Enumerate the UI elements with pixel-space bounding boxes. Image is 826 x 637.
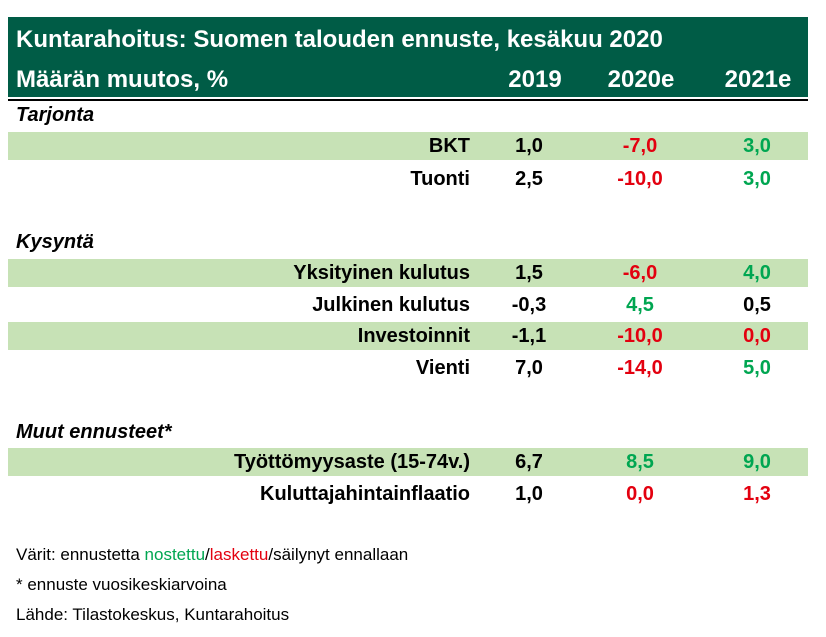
cell-2021e: 0,5 — [743, 294, 771, 316]
color-legend-prefix: Värit: ennustetta — [16, 545, 145, 564]
section-title-tarjonta: Tarjonta — [16, 104, 95, 126]
header-divider — [8, 99, 808, 101]
footnote: * ennuste vuosikeskiarvoina — [16, 575, 227, 594]
row-label: Julkinen kulutus — [312, 294, 470, 316]
cell-2021e: 9,0 — [743, 451, 771, 473]
color-legend-lowered: laskettu — [209, 545, 269, 564]
table-row — [8, 291, 808, 319]
row-label: Tuonti — [410, 168, 470, 190]
table-row — [8, 322, 808, 350]
cell-2021e: 0,0 — [743, 325, 771, 347]
cell-2020e: 8,5 — [626, 451, 654, 473]
row-label: Yksityinen kulutus — [293, 262, 470, 284]
cell-2021e: 5,0 — [743, 357, 771, 379]
cell-2019: 6,7 — [515, 451, 543, 473]
cell-2020e: 4,5 — [626, 294, 654, 316]
column-header-2019: 2019 — [508, 66, 562, 93]
cell-2019: 1,0 — [515, 135, 543, 157]
cell-2020e: -10,0 — [617, 168, 663, 190]
source-note: Lähde: Tilastokeskus, Kuntarahoitus — [16, 605, 290, 624]
cell-2020e: -10,0 — [617, 325, 663, 347]
column-header-2021e: 2021e — [724, 66, 792, 93]
cell-2020e: -14,0 — [617, 357, 663, 379]
cell-2021e: 1,3 — [743, 483, 771, 505]
cell-2019: 2,5 — [515, 168, 543, 190]
cell-2021e: 4,0 — [743, 262, 771, 284]
table-row — [8, 480, 808, 508]
row-label: Investoinnit — [357, 325, 470, 347]
table-row — [8, 259, 808, 287]
row-label: Työttömyysaste (15-74v.) — [233, 451, 470, 473]
cell-2020e: 0,0 — [626, 483, 654, 505]
row-label: BKT — [428, 135, 470, 157]
table-row — [8, 448, 808, 476]
table-row — [8, 132, 808, 160]
row-label: Kuluttajahintainflaatio — [260, 483, 470, 505]
color-legend — [16, 545, 408, 565]
color-legend-sep: / — [205, 545, 210, 564]
color-legend-raised: nostettu — [144, 545, 206, 564]
section-title-kysynta: Kysyntä — [16, 231, 94, 253]
column-header-2020e: 2020e — [607, 66, 675, 93]
cell-2020e: -7,0 — [622, 135, 658, 157]
page-subtitle: Määrän muutos, % — [16, 66, 229, 93]
page-title: Kuntarahoitus: Suomen talouden ennuste, kesäkuu 2020 — [16, 26, 663, 53]
color-legend-unchanged: säilynyt ennallaan — [273, 545, 409, 564]
row-label: Vienti — [415, 357, 470, 379]
cell-2019: -0,3 — [511, 294, 547, 316]
cell-2019: 1,5 — [515, 262, 543, 284]
table-header — [8, 17, 808, 97]
cell-2021e: 3,0 — [743, 168, 771, 190]
table-row — [8, 165, 808, 193]
color-legend-sep: / — [268, 545, 274, 564]
cell-2019: 7,0 — [515, 357, 543, 379]
section-title-muut-ennusteet: Muut ennusteet* — [16, 421, 172, 443]
table-row — [8, 354, 808, 382]
cell-2019: 1,0 — [515, 483, 543, 505]
cell-2019: -1,1 — [511, 325, 547, 347]
cell-2020e: -6,0 — [622, 262, 658, 284]
cell-2021e: 3,0 — [743, 135, 771, 157]
